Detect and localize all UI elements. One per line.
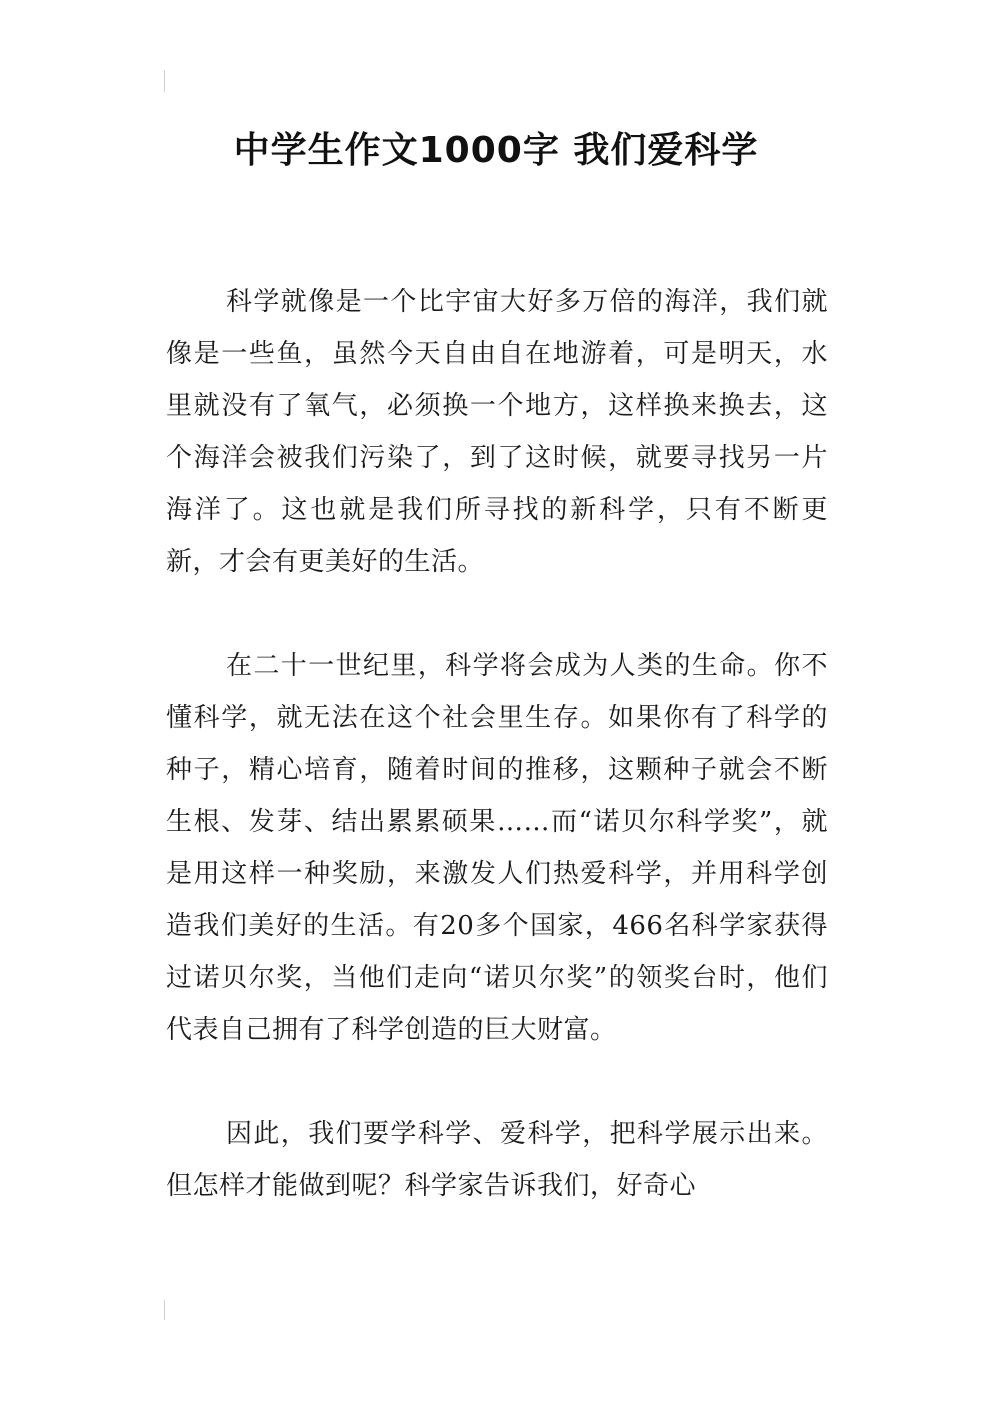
paragraph-3: 因此，我们要学科学、爱科学，把科学展示出来。但怎样才能做到呢？科学家告诉我们，好奇心 <box>166 1119 828 1201</box>
page-corner-mark-top <box>164 70 165 92</box>
paragraph-2: 在二十一世纪里，科学将会成为人类的生命。你不懂科学，就无法在这个社会里生存。如果你有了科学的种子，精心培育，随着时间的推移，这颗种子就会不断生根、发芽、结出累累硕果……而“诺贝尔科学奖”，就是用这样一种奖励，来激发人们热爱科学，并用科学创造我们美好的生活。有20多个国家，466名科学家获得过诺贝尔奖，当他们走向“诺贝尔奖”的领奖台时，他们代表自己拥有了科学创造的巨大财富。 <box>166 651 828 1045</box>
essay-body <box>166 276 828 1264</box>
essay-title: 中学生作文1000字 我们爱科学 <box>233 130 759 171</box>
paragraph-1: 科学就像是一个比宇宙大好多万倍的海洋，我们就像是一些鱼，虽然今天自由自在地游着，可是明天，水里就没有了氧气，必须换一个地方，这样换来换去，这个海洋会被我们污染了，到了这时候，就要寻找另一片海洋了。这也就是我们所寻找的新科学，只有不断更新，才会有更美好的生活。 <box>166 287 828 577</box>
page-corner-mark-bottom <box>164 1300 165 1320</box>
